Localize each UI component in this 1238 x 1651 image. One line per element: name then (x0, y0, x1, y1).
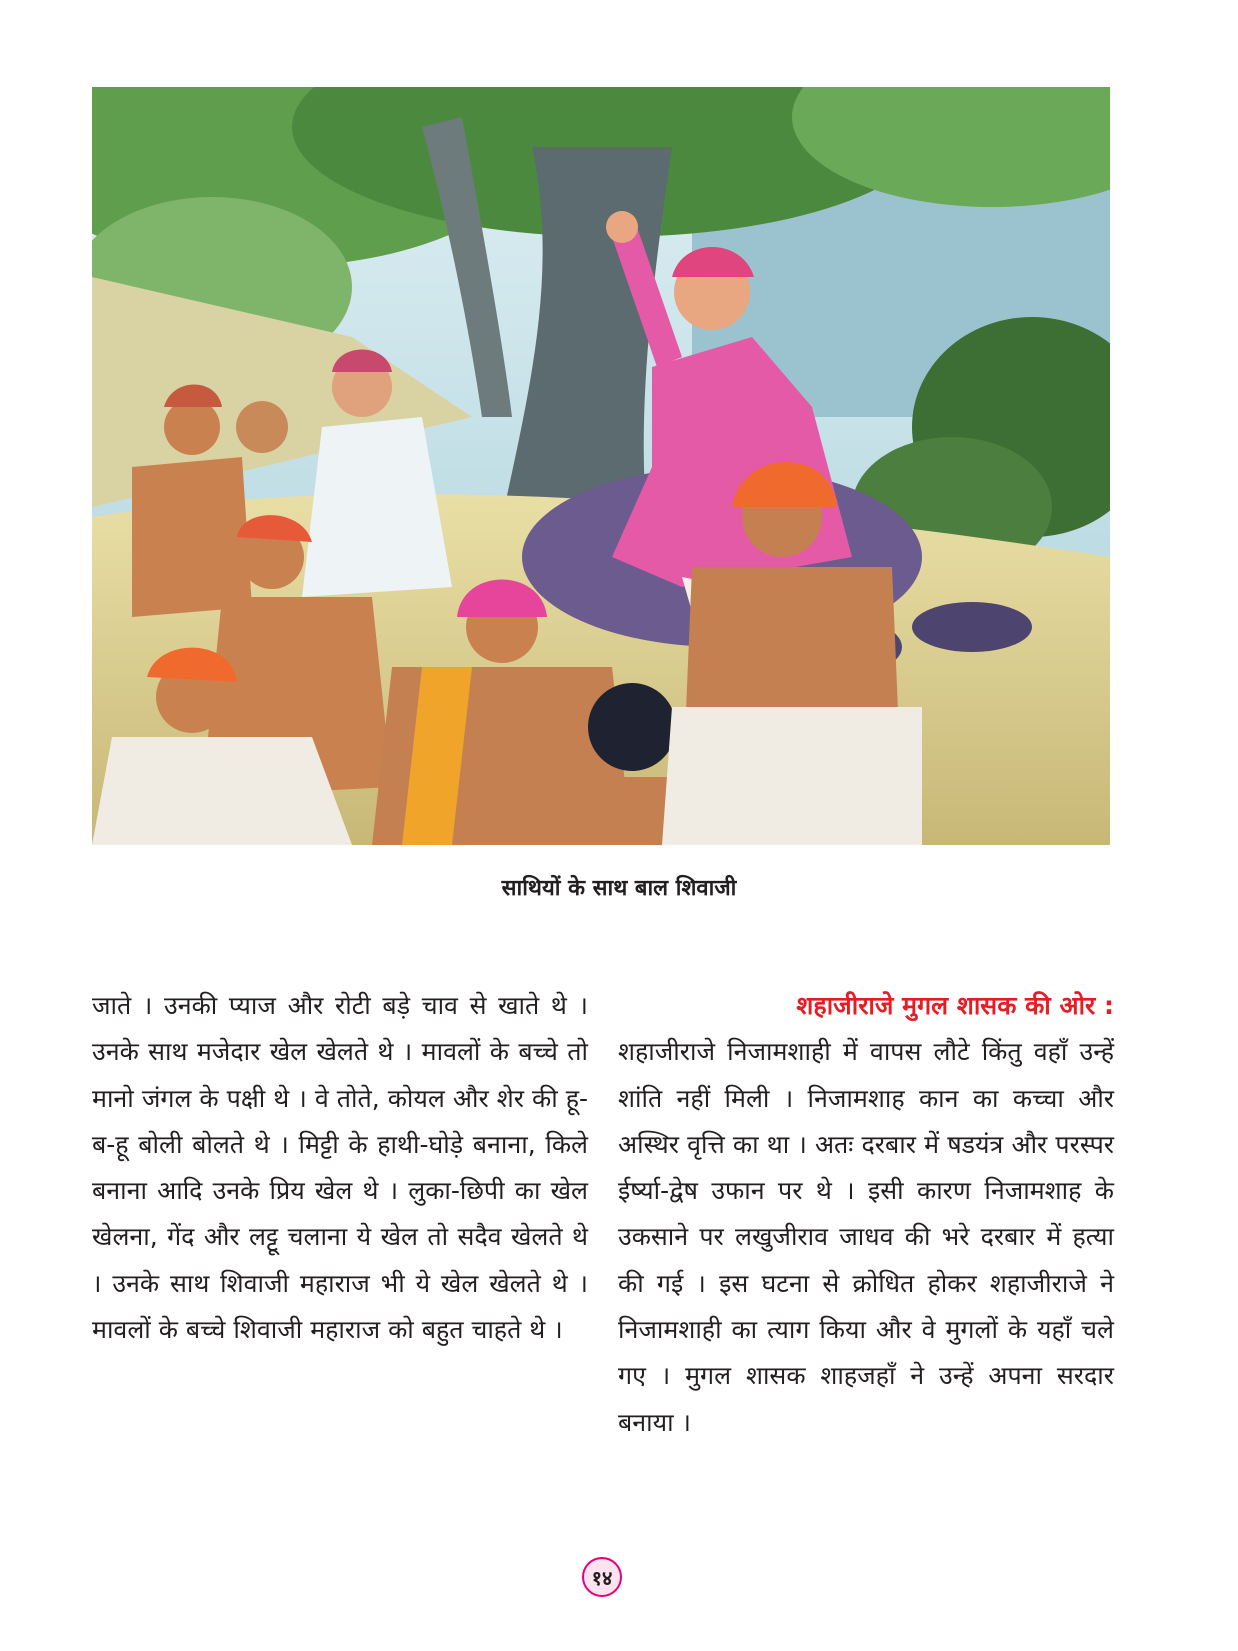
section-heading: शहाजीराजे मुगल शासक की ओर : (796, 991, 1114, 1020)
figure-caption: साथियों के साथ बाल शिवाजी (501, 876, 737, 901)
page-number-label: १४ (591, 1565, 613, 1590)
right-column-text: शहाजीराजे निजामशाही में वापस लौटे किंतु वहाँ उन्हें शांति नहीं मिली । निजामशाह कान का कच्चा और अस्थिर वृत्ति का था । अतः दरबार में षडयंत्र और परस्पर ईर्ष्या-द्वेष उफान पर थे । इसी कारण निजामशाह के उकसाने पर लखुजीराव जाधव की भरे दरबार में हत्या की गई । इस घटना से क्रोधित होकर शहाजीराजे ने निजामशाही का त्याग किया और वे मुगलों के यहाँ चले गए । मुगल शासक शाहजहाँ ने उन्हें अपना सरदार बनाया । (618, 1037, 1114, 1437)
illustration-artwork (92, 87, 1110, 845)
right-column (618, 983, 1114, 1446)
left-column (92, 983, 588, 1353)
page-number (582, 1557, 622, 1597)
left-column-text: जाते । उनकी प्याज और रोटी बड़े चाव से खाते थे । उनके साथ मजेदार खेल खेलते थे । मावलों के बच्चे तो मानो जंगल के पक्षी थे । वे तोते, कोयल और शेर की हू-ब-हू बोली बोलते थे । मिट्टी के हाथी-घोड़े बनाना, किले बनाना आदि उनके प्रिय खेल थे । लुका-छिपी का खेल खेलना, गेंद और लट्टू चलाना ये खेल तो सदैव खेलते थे । उनके साथ शिवाजी महाराज भी ये खेल खेलते थे । मावलों के बच्चे शिवाजी महाराज को बहुत चाहते थे । (92, 991, 588, 1345)
illustration-young-shivaji-with-companions (92, 87, 1110, 845)
